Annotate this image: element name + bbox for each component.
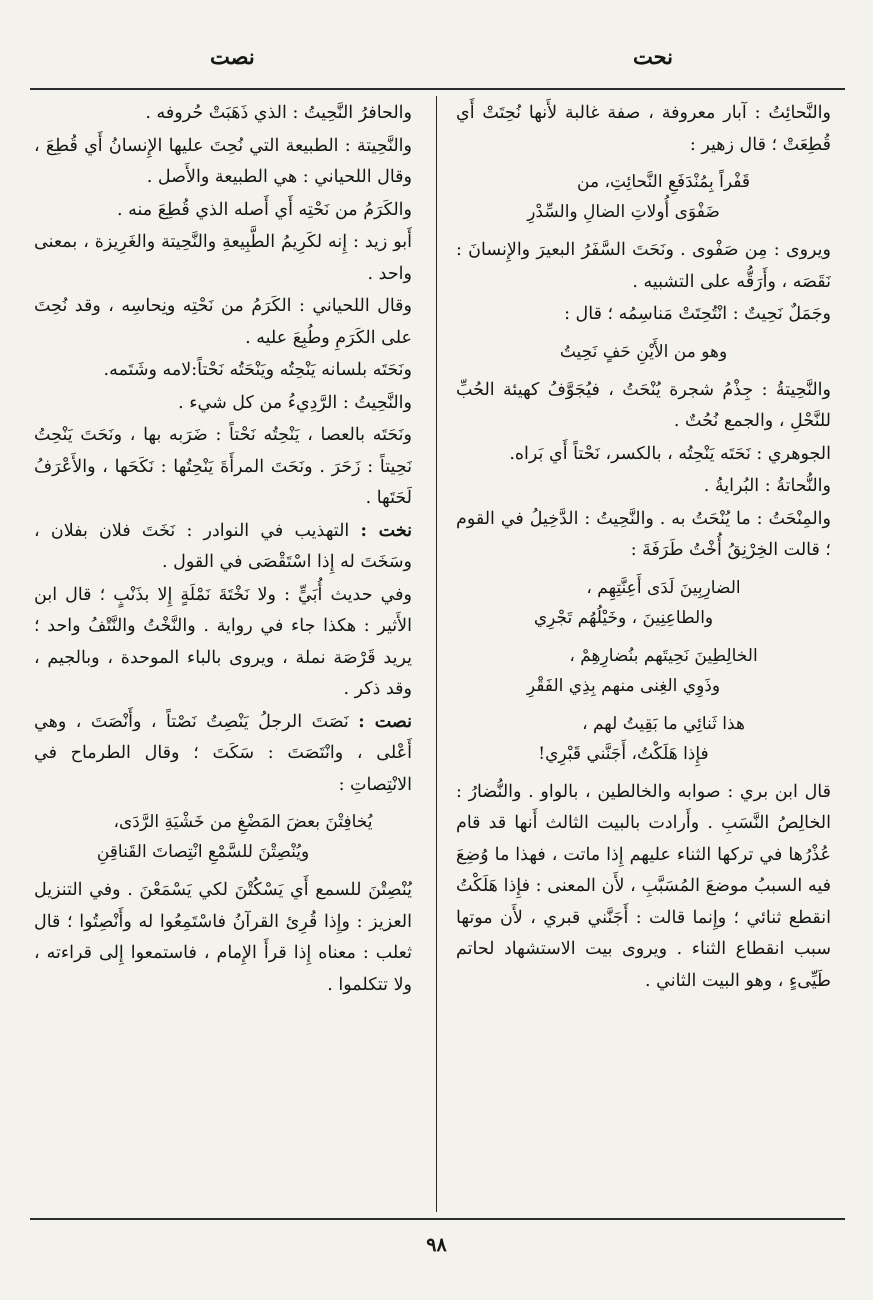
column-divider [436,96,437,1212]
entry-paragraph [456,375,831,438]
entry-paragraph [34,195,412,227]
entry-paragraph [34,291,412,354]
paragraph-text: والنَّحائِتُ : آبار معروفة ، صفة غالبة لأَنها نُحِتَتْ أَي قُطِعَتْ ؛ قال زهير : [456,103,831,155]
verse-line: فإِذا هَلَكْتُ، أَجَنَّني قَبْرِي! [538,743,709,764]
paragraph-text: وجَمَلٌ نَحِيتٌ : انْتُحِتَتْ مَناسِمُه ؛ قال : [564,304,831,324]
entry-paragraph [456,299,831,331]
verse-block [456,641,831,701]
entry-paragraph [34,580,412,706]
verse-line: الخالِطِينَ نَحِيتَهم بنُضارِهِمْ ، [569,645,758,666]
running-head-left: نصت [210,44,255,69]
verse-line: الضارِبِينَ لَدَى أَعِنَّتِهِم ، [586,577,741,598]
entry-paragraph [34,420,412,515]
entry-paragraph [34,98,412,130]
entry-paragraph [456,235,831,298]
left-column [34,98,412,1213]
verse-line: ضَفْوَى أُولاتِ الضالِ والسِّدْرِ [527,202,720,222]
entry-paragraph [456,439,831,471]
header-rule [30,88,845,90]
entry-paragraph [34,875,412,1001]
paragraph-text: وقال اللحياني : الكَرَمُ من نَحْتِه ونِحاسِه ، وقد نُحِتَ على الكَرَمِ وطُبِعَ عليه . [34,296,412,348]
entry-paragraph [456,98,831,161]
paragraph-text: والنُّحاتةُ : البُرايةُ . [703,476,831,496]
headword: نصت : [358,711,412,732]
footer-rule [30,1218,845,1220]
paragraph-text: والنَّحِيتة : الطبيعة التي نُحِتَ عليها الإِنسانُ أَي قُطِعَ ، وقال اللحياني : هي الطبيعة والأَصل . [34,135,412,187]
verse-block [34,807,412,867]
entry-paragraph [456,471,831,503]
entry-paragraph [34,131,412,194]
entry-paragraph [34,516,412,579]
verse-line: ويُنْصِتْنَ للسَّمْعِ انْتِصاتَ القَناقِنِ [96,842,310,862]
entry-paragraph [34,388,412,420]
verse-block [456,573,831,633]
paragraph-text: ونَحَتَه بالعصا ، يَنْحِتُه نَحْتاً : ضَرَبه بها ، ونَحَتَ يَنْحِتُ نَحِيتاً : زَحَرَ . ونَحَتَ المرأَةَ يَنْحِتُها : نَكَحَها ، والأَعْرَفُ لَحَتَها . [34,425,412,508]
entry-paragraph [456,777,831,998]
paragraph-text: ويروى : مِن صَفْوى . ونَحَتَ السَّفَرُ البعيرَ والإِنسانَ : نَقَصَه ، وأَرَقُّه على التشبيه . [456,240,831,292]
verse-line: والطاعِنِينَ ، وخَيْلُهُم تَجْرِي [533,607,714,628]
paragraph-text: التهذيب في النوادر : نَخَتَ فلان بفلان ، وسَخَتَ له إِذا اسْتَقْصَى في القول . [34,520,412,572]
right-column [456,98,831,1213]
paragraph-text: وفي حديث أُبَيٍّ : ولا نَخْتَةَ نَمْلَةٍ إِلا بذَنْبٍ ؛ قال ابن الأَثير : هكذا جاء في رواية . والنَّخْتُ والنَّتْفُ واحد ؛ يريد قَرْصَة نملة ، ويروى بالباء الموحدة ، وبالجيم ، وقد ذكر . [34,584,412,699]
page-number: ٩٨ [426,1234,447,1256]
verse-block [456,167,831,227]
running-head-right: نحت [632,44,673,69]
entry-paragraph [34,707,412,802]
paragraph-text: والكَرَمُ من نَحْتِه أَي أَصله الذي قُطِعَ منه . [117,199,412,220]
paragraph-text: أَبو زيد : إِنه لكَرِيمُ الطَّبِيعةِ والنَّحِيتة والغَرِيزة ، بمعنى واحد . [34,232,412,284]
paragraph-text: يُنْصِتْنَ للسمع أَي يَسْكُتْنَ لكي يَسْمَعْنَ . وفي التنزيل العزيز : وإِذا قُرِئ القرآنُ فاسْتَمِعُوا له وأَنْصِتُوا ؛ قال ثعلب : معناه إِذا قرأَ الإِمام ، فاستمعوا إِلى قراءته ، ولا تتكلموا . [34,880,412,995]
verse-line: يُخافِتْنَ بعضَ المَضْغِ من خَشْيَةِ الرَّدَى، [113,812,373,832]
entry-paragraph [34,355,412,387]
verse-line: وذَوِي الغِنى منهم بِذِي الفَقْرِ [526,675,721,696]
paragraph-text: نَصَتَ الرجلُ يَنْصِتُ نَصْتاً ، وأَنْصَتَ ، وهي أَعْلى ، وانْتَصَتَ : سَكَتَ ؛ وقال الطرماح في الانْتِصاتِ : [34,711,412,795]
paragraph-text: الجوهري : نَحَتَه يَنْحِتُه ، بالكسر، نَحْتاً أَي بَراه. [509,443,831,464]
paragraph-text: والحافرُ النَّحِيتُ : الذي ذَهَبَتْ حُروفه . [145,103,412,123]
verse-line: قَفْراً بِمُنْدَفَعِ النَّحائِتِ، من [577,172,750,192]
verse-line: وهو من الأَيْنِ حَفٍ نَحِيتُ [559,341,728,362]
verse-block [456,709,831,769]
verse-block [456,337,831,367]
paragraph-text: والمِنْحَتُ : ما يُنْحَتُ به . والنَّحِيتُ : الدَّخِيلُ في القوم ؛ قالت الخِرْنِقُ أُخْتُ طَرَفَةَ : [456,508,831,560]
headword: نخت : [360,520,412,541]
paragraph-text: ونَحَتَه بلسانه يَنْحِتُه ويَنْحَتُه نَحْتاً:لامه وشَتَمه. [103,360,412,380]
paragraph-text: والنَّحِيتةُ : جِذْمُ شجرة يُنْحَتُ ، فيُجَوَّفُ كهيئة الحُبِّ للنَّحْلِ ، والجمع نُحُتٌ . [456,379,831,431]
paragraph-text: والنَّحِيتُ : الرَّدِيءُ من كل شيء . [178,392,412,413]
verse-line: هذا ثَنائِي ما بَقِيتُ لهم ، [582,713,745,734]
entry-paragraph [34,227,412,290]
page-header [0,44,873,84]
entry-paragraph [456,504,831,567]
paragraph-text: قال ابن بري : صوابه والخالطين ، بالواو . والنُّضارُ : الخالِصُ النَّسَبِ . وأَرادت بالبيت الثالث أَنها قد قام عُذْرُها في تركها الثناء عليهم إِذا ماتت ، فهذا ما وُضِعَ فيه السببُ موضعَ المُسَبَّبِ ، لأَن المعنى : فإِذا هَلَكْتُ انقطع ثنائي ؛ وإِنما قالت : أَجَنَّني قبري ، لأَن موتها سبب انقطاع الثناء . ويروى بيت الاستشهاد لحاتم طَيِّىءٍ ، وهو البيت الثاني . [456,781,831,991]
